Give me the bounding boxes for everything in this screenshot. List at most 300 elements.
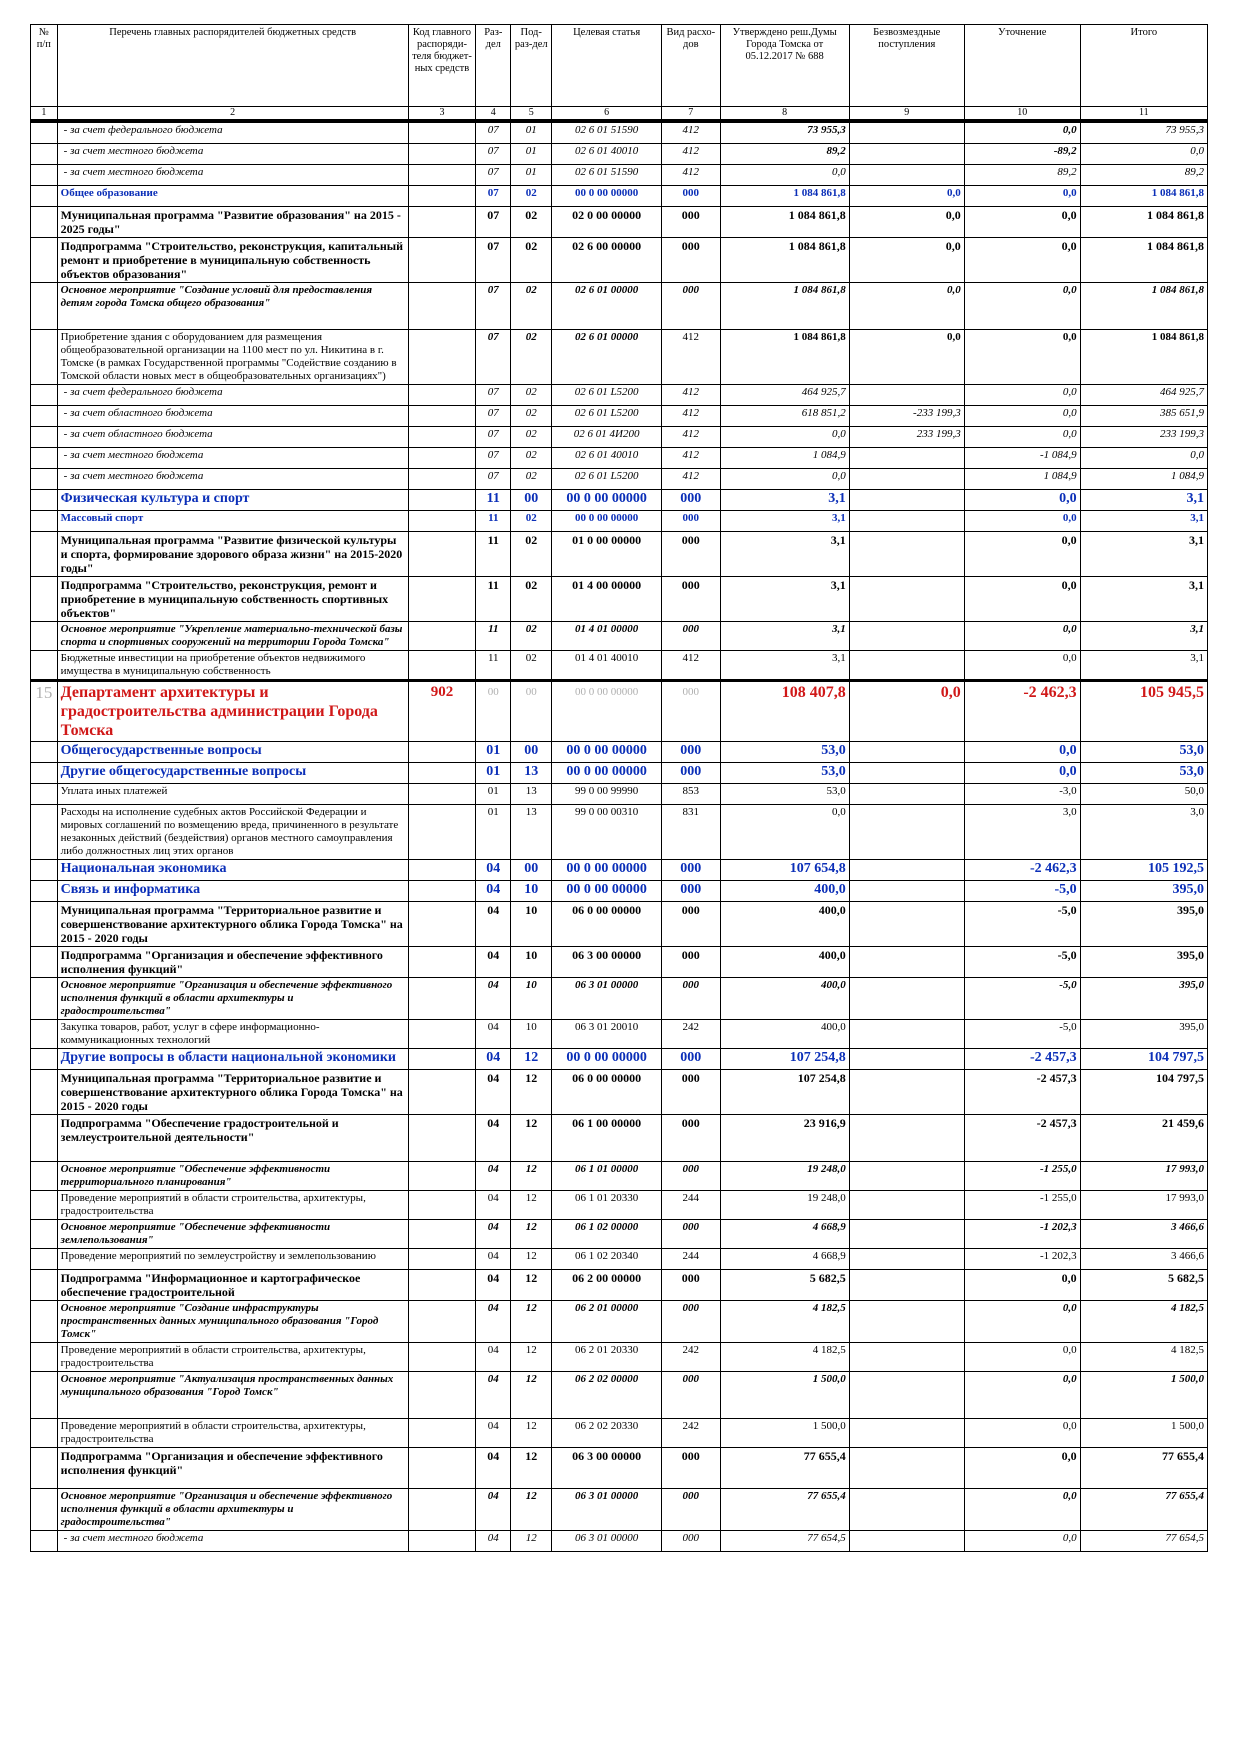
row-target: 00 0 00 00000 bbox=[552, 860, 662, 881]
row-vid: 412 bbox=[662, 448, 720, 469]
row-number bbox=[31, 860, 58, 881]
row-approved: 23 916,9 bbox=[720, 1115, 849, 1162]
header-target: Целевая статья bbox=[552, 25, 662, 107]
row-vid: 000 bbox=[662, 283, 720, 330]
row-name: - за счет местного бюджета bbox=[57, 469, 408, 490]
row-vid: 244 bbox=[662, 1249, 720, 1270]
row-number bbox=[31, 1070, 58, 1115]
row-approved: 107 254,8 bbox=[720, 1070, 849, 1115]
row-vid: 000 bbox=[662, 1115, 720, 1162]
row-razdel: 01 bbox=[476, 763, 511, 784]
row-number bbox=[31, 385, 58, 406]
row-code bbox=[408, 283, 476, 330]
row-name: Проведение мероприятий в области строительства, архитектуры, градостроительства bbox=[57, 1419, 408, 1448]
row-total: 89,2 bbox=[1080, 165, 1207, 186]
header-change: Уточнение bbox=[964, 25, 1080, 107]
table-row bbox=[31, 448, 1208, 469]
row-code bbox=[408, 490, 476, 511]
row-code bbox=[408, 742, 476, 763]
row-vid: 000 bbox=[662, 1049, 720, 1070]
row-change: 0,0 bbox=[964, 207, 1080, 238]
row-approved: 1 084 861,8 bbox=[720, 283, 849, 330]
row-vid: 000 bbox=[662, 1448, 720, 1489]
row-code bbox=[408, 978, 476, 1020]
row-name: Основное мероприятие "Укрепление материально-технической базы спорта и спортивных сооружений на территории Города Томска" bbox=[57, 622, 408, 651]
row-code bbox=[408, 902, 476, 947]
row-code bbox=[408, 1162, 476, 1191]
row-free bbox=[849, 860, 964, 881]
row-number bbox=[31, 1191, 58, 1220]
row-name: Проведение мероприятий в области строительства, архитектуры, градостроительства bbox=[57, 1191, 408, 1220]
row-change: 0,0 bbox=[964, 238, 1080, 283]
row-code bbox=[408, 1070, 476, 1115]
row-podrazdel: 13 bbox=[511, 784, 552, 805]
row-name: Приобретение здания с оборудованием для размещения общеобразовательной организации на 1100 мест по ул. Никитина в г. Томске (в рамках Государственной программы "Содействие созданию в Томской области новых мест в общеобразовательных организациях") bbox=[57, 330, 408, 385]
row-target: 06 3 01 00000 bbox=[552, 1531, 662, 1552]
row-change: -2 457,3 bbox=[964, 1049, 1080, 1070]
header-free: Безвозмездные поступления bbox=[849, 25, 964, 107]
row-free bbox=[849, 385, 964, 406]
row-target: 06 3 01 00000 bbox=[552, 1489, 662, 1531]
row-approved: 53,0 bbox=[720, 763, 849, 784]
row-total: 1 084 861,8 bbox=[1080, 283, 1207, 330]
row-podrazdel: 12 bbox=[511, 1049, 552, 1070]
row-podrazdel: 01 bbox=[511, 165, 552, 186]
row-number bbox=[31, 1220, 58, 1249]
row-free bbox=[849, 1162, 964, 1191]
row-podrazdel: 10 bbox=[511, 978, 552, 1020]
header-code: Код главного распоряди-теля бюджет-ных средств bbox=[408, 25, 476, 107]
table-row bbox=[31, 238, 1208, 283]
row-podrazdel: 12 bbox=[511, 1070, 552, 1115]
row-number bbox=[31, 207, 58, 238]
row-vid: 000 bbox=[662, 1301, 720, 1343]
row-approved: 1 500,0 bbox=[720, 1372, 849, 1419]
row-code bbox=[408, 622, 476, 651]
row-razdel: 11 bbox=[476, 577, 511, 622]
row-vid: 000 bbox=[662, 1270, 720, 1301]
row-change: 0,0 bbox=[964, 532, 1080, 577]
row-vid: 000 bbox=[662, 1372, 720, 1419]
header-razdel: Раз-дел bbox=[476, 25, 511, 107]
row-total: 464 925,7 bbox=[1080, 385, 1207, 406]
row-code bbox=[408, 406, 476, 427]
row-target: 02 6 01 4И200 bbox=[552, 427, 662, 448]
row-vid: 831 bbox=[662, 805, 720, 860]
row-razdel: 07 bbox=[476, 207, 511, 238]
row-approved: 464 925,7 bbox=[720, 385, 849, 406]
row-vid: 242 bbox=[662, 1343, 720, 1372]
row-podrazdel: 10 bbox=[511, 1020, 552, 1049]
column-number: 4 bbox=[476, 107, 511, 122]
row-razdel: 04 bbox=[476, 947, 511, 978]
row-change: 0,0 bbox=[964, 330, 1080, 385]
row-free bbox=[849, 1448, 964, 1489]
row-change: 0,0 bbox=[964, 1270, 1080, 1301]
table-row bbox=[31, 1448, 1208, 1489]
row-target: 02 6 01 40010 bbox=[552, 448, 662, 469]
row-total: 105 192,5 bbox=[1080, 860, 1207, 881]
row-code bbox=[408, 947, 476, 978]
row-code bbox=[408, 1343, 476, 1372]
table-row bbox=[31, 1489, 1208, 1531]
table-row bbox=[31, 330, 1208, 385]
row-vid: 412 bbox=[662, 427, 720, 448]
row-name: - за счет местного бюджета bbox=[57, 448, 408, 469]
row-name: - за счет федерального бюджета bbox=[57, 121, 408, 144]
row-name: Основное мероприятие "Обеспечение эффективности территориального планирования" bbox=[57, 1162, 408, 1191]
row-approved: 1 084 861,8 bbox=[720, 330, 849, 385]
row-target: 06 2 00 00000 bbox=[552, 1270, 662, 1301]
table-row bbox=[31, 1249, 1208, 1270]
row-code bbox=[408, 330, 476, 385]
row-total: 4 182,5 bbox=[1080, 1343, 1207, 1372]
row-razdel: 07 bbox=[476, 427, 511, 448]
row-number bbox=[31, 1049, 58, 1070]
row-number bbox=[31, 532, 58, 577]
row-name: Основное мероприятие "Актуализация пространственных данных муниципального образования "Город Томск" bbox=[57, 1372, 408, 1419]
row-target: 02 0 00 00000 bbox=[552, 207, 662, 238]
column-number-row bbox=[31, 107, 1208, 122]
row-number bbox=[31, 448, 58, 469]
row-name: Муниципальная программа "Развитие образования" на 2015 - 2025 годы" bbox=[57, 207, 408, 238]
row-approved: 77 654,5 bbox=[720, 1531, 849, 1552]
row-change: -5,0 bbox=[964, 881, 1080, 902]
row-podrazdel: 10 bbox=[511, 881, 552, 902]
row-free bbox=[849, 1301, 964, 1343]
row-code bbox=[408, 1249, 476, 1270]
row-vid: 242 bbox=[662, 1020, 720, 1049]
row-name: Уплата иных платежей bbox=[57, 784, 408, 805]
row-razdel: 07 bbox=[476, 448, 511, 469]
row-free: 0,0 bbox=[849, 283, 964, 330]
table-row bbox=[31, 165, 1208, 186]
row-free bbox=[849, 448, 964, 469]
row-name: Расходы на исполнение судебных актов Российской Федерации и мировых соглашений по возмещению вреда, причиненного в результате незаконных действий (бездействия) органов местного самоуправления либо должностных лиц этих органов bbox=[57, 805, 408, 860]
row-podrazdel: 12 bbox=[511, 1419, 552, 1448]
row-change: -1 202,3 bbox=[964, 1220, 1080, 1249]
row-razdel: 04 bbox=[476, 1162, 511, 1191]
row-code bbox=[408, 1220, 476, 1249]
row-total: 1 084 861,8 bbox=[1080, 330, 1207, 385]
row-number bbox=[31, 784, 58, 805]
column-number: 10 bbox=[964, 107, 1080, 122]
row-target: 00 0 00 00000 bbox=[552, 881, 662, 902]
row-free bbox=[849, 469, 964, 490]
row-number bbox=[31, 1489, 58, 1531]
row-number bbox=[31, 469, 58, 490]
row-vid: 000 bbox=[662, 1531, 720, 1552]
row-change: -89,2 bbox=[964, 144, 1080, 165]
row-change: 0,0 bbox=[964, 1419, 1080, 1448]
row-code bbox=[408, 805, 476, 860]
row-free: 0,0 bbox=[849, 186, 964, 207]
row-name: Подпрограмма "Организация и обеспечение эффективного исполнения функций" bbox=[57, 947, 408, 978]
row-razdel: 04 bbox=[476, 1343, 511, 1372]
row-number bbox=[31, 490, 58, 511]
row-change: -1 084,9 bbox=[964, 448, 1080, 469]
row-razdel: 07 bbox=[476, 406, 511, 427]
row-number bbox=[31, 1343, 58, 1372]
row-total: 1 084 861,8 bbox=[1080, 238, 1207, 283]
header-name: Перечень главных распорядителей бюджетных средств bbox=[57, 25, 408, 107]
row-razdel: 07 bbox=[476, 144, 511, 165]
row-change: 0,0 bbox=[964, 1343, 1080, 1372]
row-name: Муниципальная программа "Развитие физической культуры и спорта, формирование здорового образа жизни" на 2015-2020 годы" bbox=[57, 532, 408, 577]
row-code bbox=[408, 144, 476, 165]
row-approved: 3,1 bbox=[720, 490, 849, 511]
row-total: 3 466,6 bbox=[1080, 1249, 1207, 1270]
row-podrazdel: 02 bbox=[511, 532, 552, 577]
row-razdel: 11 bbox=[476, 490, 511, 511]
table-row bbox=[31, 1220, 1208, 1249]
table-row bbox=[31, 144, 1208, 165]
row-approved: 1 084 861,8 bbox=[720, 207, 849, 238]
row-approved: 618 851,2 bbox=[720, 406, 849, 427]
row-approved: 53,0 bbox=[720, 784, 849, 805]
table-row bbox=[31, 1191, 1208, 1220]
row-code bbox=[408, 1301, 476, 1343]
row-name: Подпрограмма "Информационное и картографическое обеспечение градостроительной bbox=[57, 1270, 408, 1301]
row-change: 0,0 bbox=[964, 121, 1080, 144]
row-name: Закупка товаров, работ, услуг в сфере информационно-коммуникационных технологий bbox=[57, 1020, 408, 1049]
row-number bbox=[31, 165, 58, 186]
row-free bbox=[849, 511, 964, 532]
row-razdel: 04 bbox=[476, 1249, 511, 1270]
table-row bbox=[31, 1372, 1208, 1419]
row-razdel: 04 bbox=[476, 1419, 511, 1448]
row-name: Подпрограмма "Строительство, реконструкция, ремонт и приобретение в муниципальную собственность спортивных объектов" bbox=[57, 577, 408, 622]
table-row bbox=[31, 1020, 1208, 1049]
row-number bbox=[31, 902, 58, 947]
row-number bbox=[31, 577, 58, 622]
row-vid: 000 bbox=[662, 1162, 720, 1191]
table-row bbox=[31, 577, 1208, 622]
row-podrazdel: 12 bbox=[511, 1115, 552, 1162]
row-total: 5 682,5 bbox=[1080, 1270, 1207, 1301]
row-razdel: 04 bbox=[476, 860, 511, 881]
table-row bbox=[31, 283, 1208, 330]
row-approved: 19 248,0 bbox=[720, 1162, 849, 1191]
row-total: 0,0 bbox=[1080, 448, 1207, 469]
row-podrazdel: 02 bbox=[511, 651, 552, 681]
row-change: -2 457,3 bbox=[964, 1070, 1080, 1115]
row-approved: 107 654,8 bbox=[720, 860, 849, 881]
table-row bbox=[31, 742, 1208, 763]
row-razdel: 04 bbox=[476, 881, 511, 902]
row-total: 395,0 bbox=[1080, 947, 1207, 978]
row-vid: 000 bbox=[662, 186, 720, 207]
row-razdel: 11 bbox=[476, 622, 511, 651]
row-code bbox=[408, 165, 476, 186]
row-change: 0,0 bbox=[964, 742, 1080, 763]
row-podrazdel: 02 bbox=[511, 385, 552, 406]
row-free: 233 199,3 bbox=[849, 427, 964, 448]
row-approved: 0,0 bbox=[720, 469, 849, 490]
row-change: 0,0 bbox=[964, 283, 1080, 330]
row-target: 01 0 00 00000 bbox=[552, 532, 662, 577]
row-approved: 400,0 bbox=[720, 947, 849, 978]
row-change: -1 255,0 bbox=[964, 1162, 1080, 1191]
row-podrazdel: 02 bbox=[511, 448, 552, 469]
row-total: 53,0 bbox=[1080, 742, 1207, 763]
header-vid: Вид расхо-дов bbox=[662, 25, 720, 107]
column-number: 3 bbox=[408, 107, 476, 122]
row-approved: 3,1 bbox=[720, 622, 849, 651]
row-podrazdel: 02 bbox=[511, 283, 552, 330]
row-approved: 4 182,5 bbox=[720, 1343, 849, 1372]
row-podrazdel: 10 bbox=[511, 902, 552, 947]
table-row bbox=[31, 1162, 1208, 1191]
row-target: 00 0 00 00000 bbox=[552, 1049, 662, 1070]
row-number bbox=[31, 330, 58, 385]
row-podrazdel: 02 bbox=[511, 330, 552, 385]
row-number bbox=[31, 622, 58, 651]
table-header bbox=[31, 25, 1208, 122]
row-razdel: 11 bbox=[476, 532, 511, 577]
table-row bbox=[31, 1115, 1208, 1162]
table-row bbox=[31, 532, 1208, 577]
row-approved: 3,1 bbox=[720, 577, 849, 622]
row-approved: 0,0 bbox=[720, 165, 849, 186]
row-number bbox=[31, 1531, 58, 1552]
row-name: Основное мероприятие "Создание инфраструктуры пространственных данных муниципального образования "Город Томск" bbox=[57, 1301, 408, 1343]
row-vid: 000 bbox=[662, 207, 720, 238]
row-target: 06 2 01 20330 bbox=[552, 1343, 662, 1372]
table-row bbox=[31, 511, 1208, 532]
row-name: Муниципальная программа "Территориальное развитие и совершенствование архитектурного облика Города Томска" на 2015 - 2020 годы bbox=[57, 1070, 408, 1115]
row-free bbox=[849, 1191, 964, 1220]
table-row bbox=[31, 622, 1208, 651]
row-target: 02 6 01 00000 bbox=[552, 330, 662, 385]
row-change: 0,0 bbox=[964, 651, 1080, 681]
row-code bbox=[408, 532, 476, 577]
row-vid: 000 bbox=[662, 532, 720, 577]
row-podrazdel: 13 bbox=[511, 805, 552, 860]
row-razdel: 07 bbox=[476, 385, 511, 406]
header-no: № п/п bbox=[31, 25, 58, 107]
row-approved: 5 682,5 bbox=[720, 1270, 849, 1301]
row-target: 02 6 01 51590 bbox=[552, 165, 662, 186]
row-target: 00 0 00 00000 bbox=[552, 511, 662, 532]
row-podrazdel: 01 bbox=[511, 144, 552, 165]
row-total: 1 084 861,8 bbox=[1080, 207, 1207, 238]
row-total: 3,1 bbox=[1080, 622, 1207, 651]
row-razdel: 04 bbox=[476, 1049, 511, 1070]
row-code bbox=[408, 1448, 476, 1489]
row-total: 3,0 bbox=[1080, 805, 1207, 860]
row-razdel: 07 bbox=[476, 186, 511, 207]
row-number bbox=[31, 121, 58, 144]
row-change: -2 462,3 bbox=[964, 681, 1080, 742]
row-free bbox=[849, 1220, 964, 1249]
row-name: Другие общегосударственные вопросы bbox=[57, 763, 408, 784]
row-vid: 412 bbox=[662, 330, 720, 385]
row-code bbox=[408, 1115, 476, 1162]
row-podrazdel: 12 bbox=[511, 1162, 552, 1191]
row-code bbox=[408, 1270, 476, 1301]
table-row bbox=[31, 186, 1208, 207]
row-podrazdel: 10 bbox=[511, 947, 552, 978]
row-change: -5,0 bbox=[964, 978, 1080, 1020]
row-podrazdel: 02 bbox=[511, 469, 552, 490]
row-number bbox=[31, 742, 58, 763]
table-row bbox=[31, 902, 1208, 947]
row-vid: 412 bbox=[662, 385, 720, 406]
row-name: - за счет местного бюджета bbox=[57, 165, 408, 186]
row-target: 00 0 00 00000 bbox=[552, 681, 662, 742]
row-approved: 108 407,8 bbox=[720, 681, 849, 742]
row-approved: 3,1 bbox=[720, 511, 849, 532]
row-razdel: 11 bbox=[476, 511, 511, 532]
row-approved: 107 254,8 bbox=[720, 1049, 849, 1070]
row-free bbox=[849, 622, 964, 651]
row-approved: 400,0 bbox=[720, 978, 849, 1020]
row-total: 53,0 bbox=[1080, 763, 1207, 784]
row-target: 02 6 01 L5200 bbox=[552, 469, 662, 490]
row-number bbox=[31, 1115, 58, 1162]
row-razdel: 01 bbox=[476, 784, 511, 805]
header-total: Итого bbox=[1080, 25, 1207, 107]
row-vid: 000 bbox=[662, 622, 720, 651]
row-number bbox=[31, 406, 58, 427]
row-target: 00 0 00 00000 bbox=[552, 763, 662, 784]
row-total: 104 797,5 bbox=[1080, 1049, 1207, 1070]
row-approved: 400,0 bbox=[720, 881, 849, 902]
row-free bbox=[849, 1049, 964, 1070]
row-approved: 4 668,9 bbox=[720, 1249, 849, 1270]
row-target: 06 1 01 20330 bbox=[552, 1191, 662, 1220]
row-target: 06 1 00 00000 bbox=[552, 1115, 662, 1162]
row-podrazdel: 12 bbox=[511, 1372, 552, 1419]
row-change: 89,2 bbox=[964, 165, 1080, 186]
row-free bbox=[849, 532, 964, 577]
row-number bbox=[31, 144, 58, 165]
row-free bbox=[849, 902, 964, 947]
row-vid: 412 bbox=[662, 469, 720, 490]
row-change: -5,0 bbox=[964, 947, 1080, 978]
row-name: - за счет федерального бюджета bbox=[57, 385, 408, 406]
row-free bbox=[849, 1115, 964, 1162]
row-change: 0,0 bbox=[964, 1372, 1080, 1419]
row-free bbox=[849, 763, 964, 784]
row-change: 0,0 bbox=[964, 186, 1080, 207]
row-podrazdel: 12 bbox=[511, 1531, 552, 1552]
row-total: 395,0 bbox=[1080, 881, 1207, 902]
row-total: 233 199,3 bbox=[1080, 427, 1207, 448]
row-name: Основное мероприятие "Создание условий для предоставления детям города Томска общего образования" bbox=[57, 283, 408, 330]
row-number bbox=[31, 1249, 58, 1270]
row-free bbox=[849, 1343, 964, 1372]
row-vid: 000 bbox=[662, 238, 720, 283]
row-vid: 000 bbox=[662, 947, 720, 978]
row-approved: 400,0 bbox=[720, 902, 849, 947]
row-free bbox=[849, 1489, 964, 1531]
row-code bbox=[408, 1372, 476, 1419]
row-podrazdel: 12 bbox=[511, 1448, 552, 1489]
row-change: 0,0 bbox=[964, 511, 1080, 532]
row-number bbox=[31, 186, 58, 207]
row-approved: 53,0 bbox=[720, 742, 849, 763]
table-row bbox=[31, 1270, 1208, 1301]
row-free bbox=[849, 121, 964, 144]
row-target: 06 0 00 00000 bbox=[552, 1070, 662, 1115]
column-number: 8 bbox=[720, 107, 849, 122]
row-name: Основное мероприятие "Организация и обеспечение эффективного исполнения функций в области архитектуры и градостроительства" bbox=[57, 978, 408, 1020]
table-row bbox=[31, 406, 1208, 427]
row-podrazdel: 02 bbox=[511, 406, 552, 427]
table-row bbox=[31, 805, 1208, 860]
